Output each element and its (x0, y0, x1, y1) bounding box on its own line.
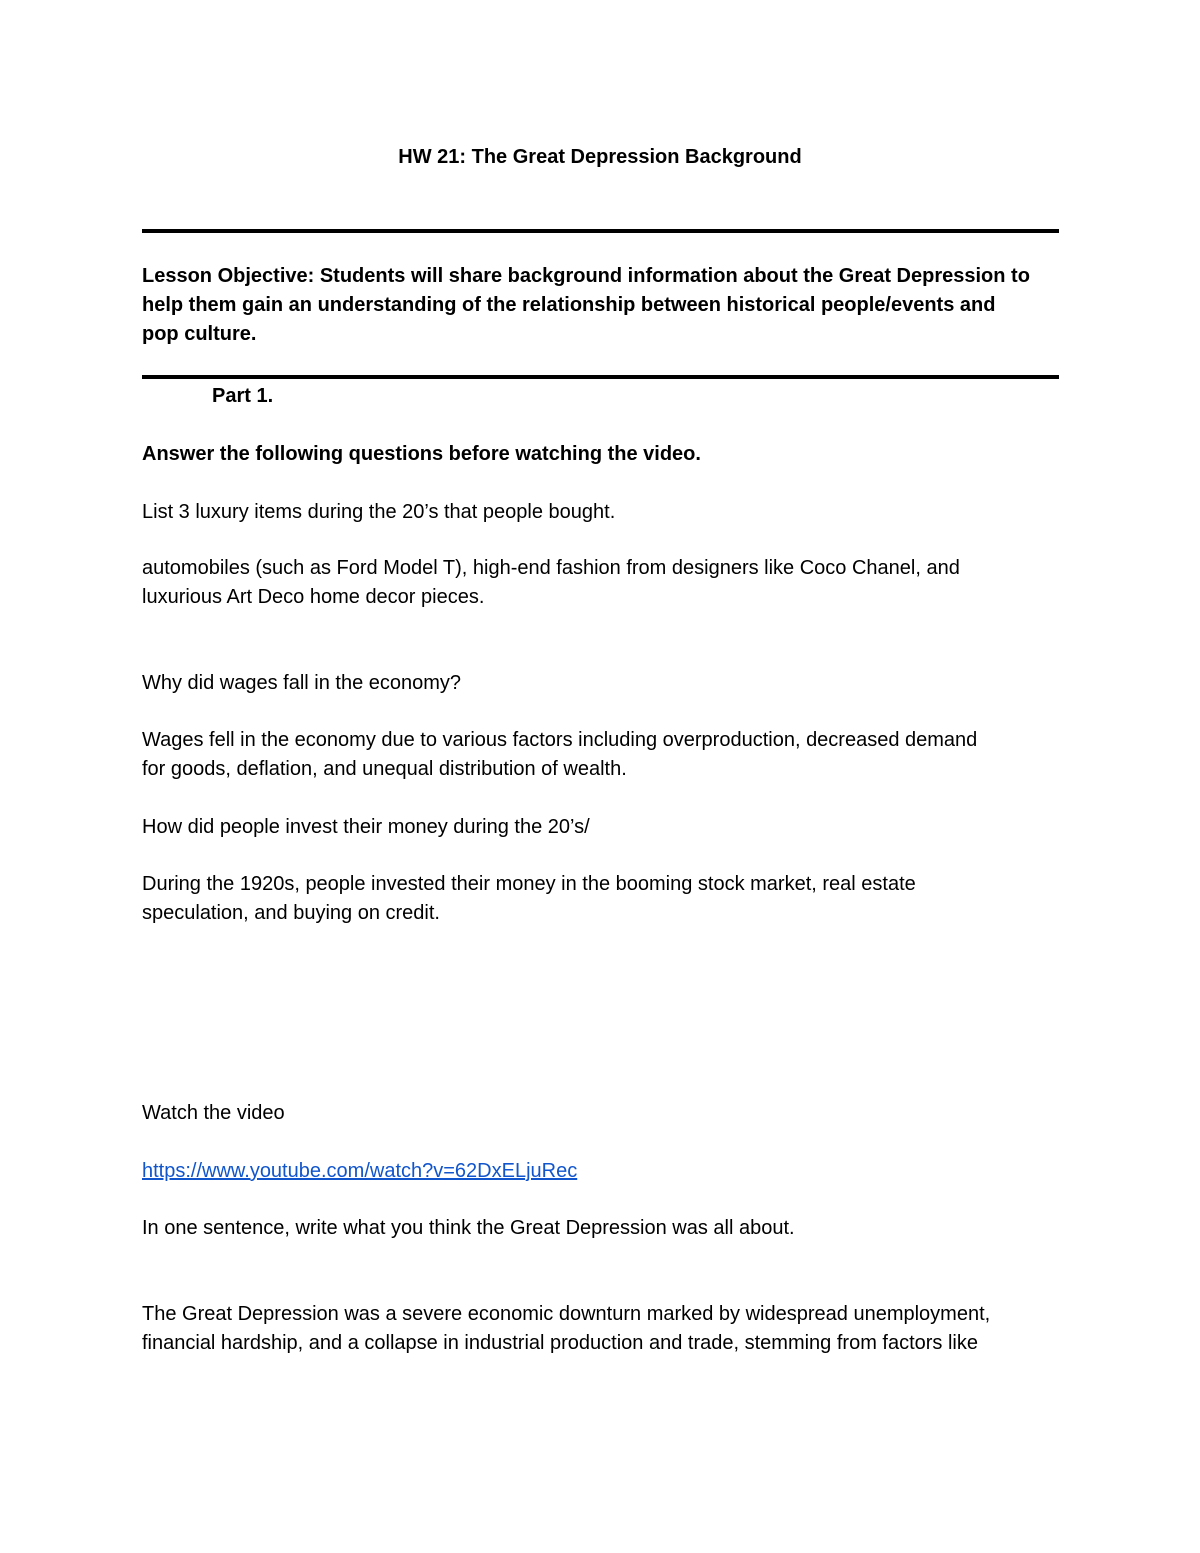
watch-video-label: Watch the video (142, 1102, 285, 1124)
question-3: How did people invest their money during the 20’s/ (142, 816, 590, 838)
objective-line-1: Lesson Objective: Students will share background information about the Great Depression to (142, 265, 1030, 287)
answer-1-line-2: luxurious Art Deco home decor pieces. (142, 586, 485, 608)
objective-line-2: help them gain an understanding of the relationship between historical people/events and (142, 294, 996, 316)
question-4: In one sentence, write what you think the Great Depression was all about. (142, 1217, 795, 1239)
question-2: Why did wages fall in the economy? (142, 672, 462, 694)
answer-3-line-2: speculation, and buying on credit. (142, 902, 440, 924)
video-link[interactable]: https://www.youtube.com/watch?v=62DxELjuRec (142, 1160, 578, 1182)
top-divider (142, 229, 1059, 233)
bottom-divider (142, 375, 1059, 379)
objective-line-3: pop culture. (142, 323, 257, 345)
answer-2-line-2: for goods, deflation, and unequal distribution of wealth. (142, 758, 627, 780)
question-1: List 3 luxury items during the 20’s that people bought. (142, 501, 616, 523)
part-heading: Part 1. (212, 385, 274, 407)
answer-4-line-1: The Great Depression was a severe economic downturn marked by widespread unemployment, (142, 1303, 991, 1325)
video-link-line (142, 1157, 1062, 1186)
answer-3-line-1: During the 1920s, people invested their money in the booming stock market, real estate (142, 873, 916, 895)
answer-4-line-2: financial hardship, and a collapse in industrial production and trade, stemming from factors like (142, 1332, 978, 1354)
instruction-text: Answer the following questions before watching the video. (142, 443, 701, 465)
document-title: HW 21: The Great Depression Background (398, 146, 802, 168)
answer-2-line-1: Wages fell in the economy due to various factors including overproduction, decreased demand (142, 729, 978, 751)
answer-1-line-1: automobiles (such as Ford Model T), high-end fashion from designers like Coco Chanel, and (142, 557, 960, 579)
